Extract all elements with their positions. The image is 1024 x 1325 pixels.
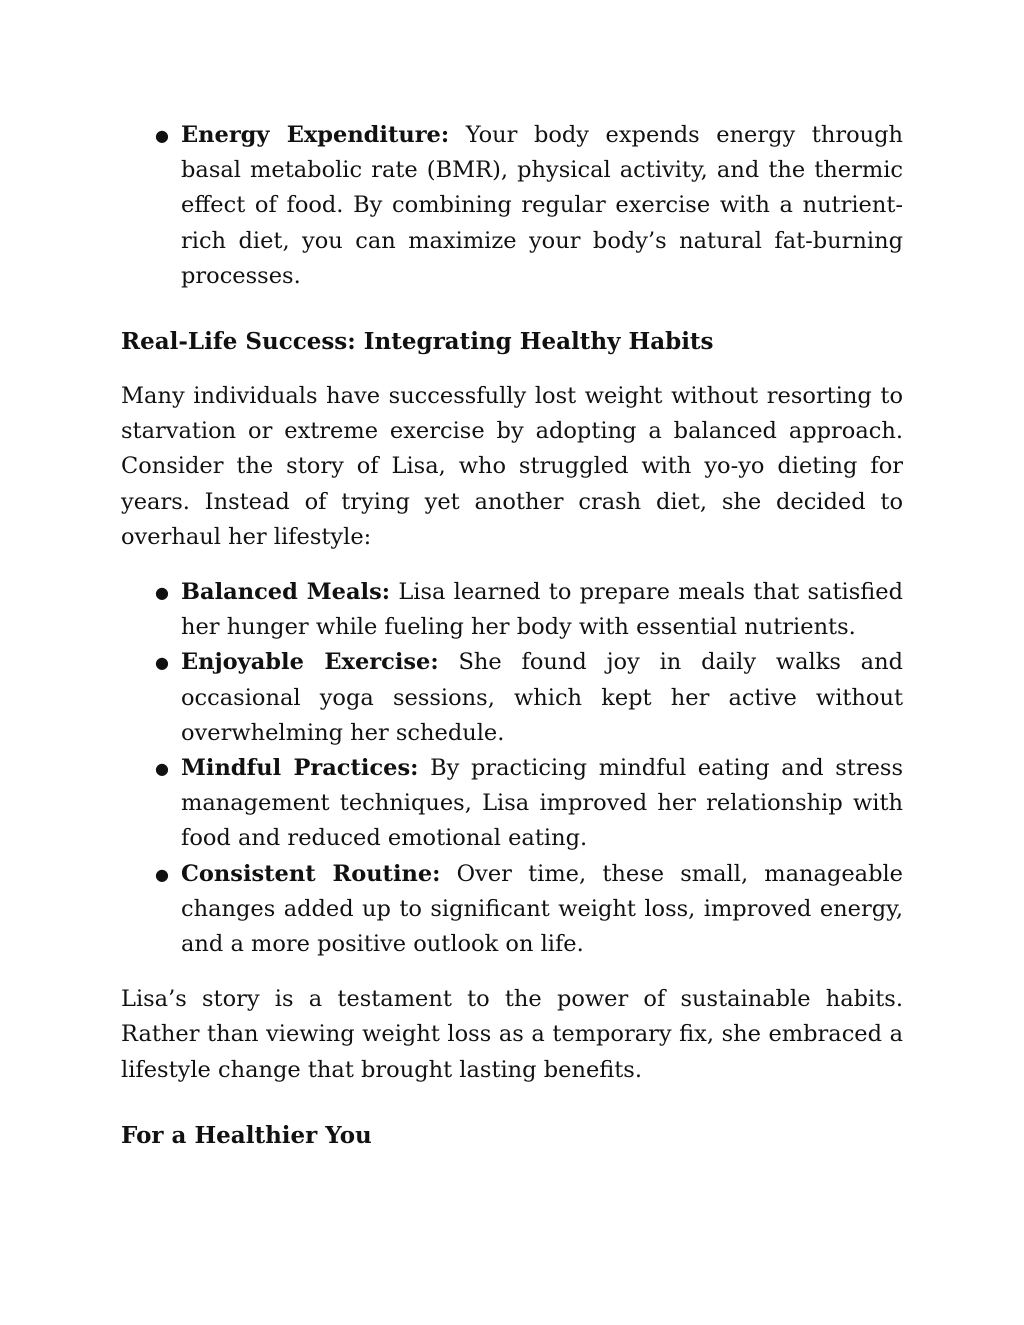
- bullet-icon: ●: [155, 653, 169, 673]
- bullet-icon: ●: [155, 759, 169, 779]
- bullet-icon: ●: [155, 126, 169, 145]
- list-item-text: Over time, these small, manageable changes added up to significant weight loss, improved energy, and a more positive outlook on life.: [181, 860, 903, 958]
- list-item: [121, 575, 903, 645]
- section-heading: For a Healthier You: [121, 1121, 372, 1149]
- energy-list: [121, 118, 903, 294]
- list-item: [121, 857, 903, 963]
- list-item: [121, 645, 903, 751]
- list-item-text: Your body expends energy through basal metabolic rate (BMR), physical activity, and the thermic effect of food. By combining regular exercise with a nutrient-rich diet, you can maximize your body’s natural fat-burning processes.: [181, 122, 904, 289]
- list-item-text: She found joy in daily walks and occasional yoga sessions, which kept her active without overwhelming her schedule.: [181, 649, 903, 746]
- closing-paragraph: Lisa’s story is a testament to the power of sustainable habits. Rather than viewing weight loss as a temporary fix, she embraced a lifestyle change that brought lasting benefits.: [121, 986, 903, 1083]
- list-item-text: Lisa learned to prepare meals that satisfied her hunger while fueling her body with essential nutrients.: [181, 579, 903, 641]
- list-item-term: Consistent Routine:: [181, 860, 441, 887]
- list-item-text: By practicing mindful eating and stress management techniques, Lisa improved her relationship with food and reduced emotional eating.: [181, 755, 903, 852]
- bullet-icon: ●: [155, 864, 169, 884]
- list-item: [121, 751, 903, 857]
- list-item-term: Energy Expenditure:: [181, 122, 450, 148]
- list-item-term: Enjoyable Exercise:: [181, 649, 439, 676]
- list-item: [121, 118, 903, 294]
- section-heading: Real-Life Success: Integrating Healthy Habits: [121, 328, 714, 356]
- list-item-term: Mindful Practices:: [181, 755, 419, 782]
- list-item-term: Balanced Meals:: [181, 579, 391, 606]
- habits-list: [121, 575, 903, 962]
- body-paragraph: Many individuals have successfully lost weight without resorting to starvation or extreme exercise by adopting a balanced approach. Consider the story of Lisa, who struggled with yo-yo dieting for years. Instead of trying yet another crash diet, she decided to overhaul her lifestyle:: [121, 383, 903, 550]
- bullet-icon: ●: [155, 583, 169, 603]
- document-page: [121, 118, 903, 1153]
